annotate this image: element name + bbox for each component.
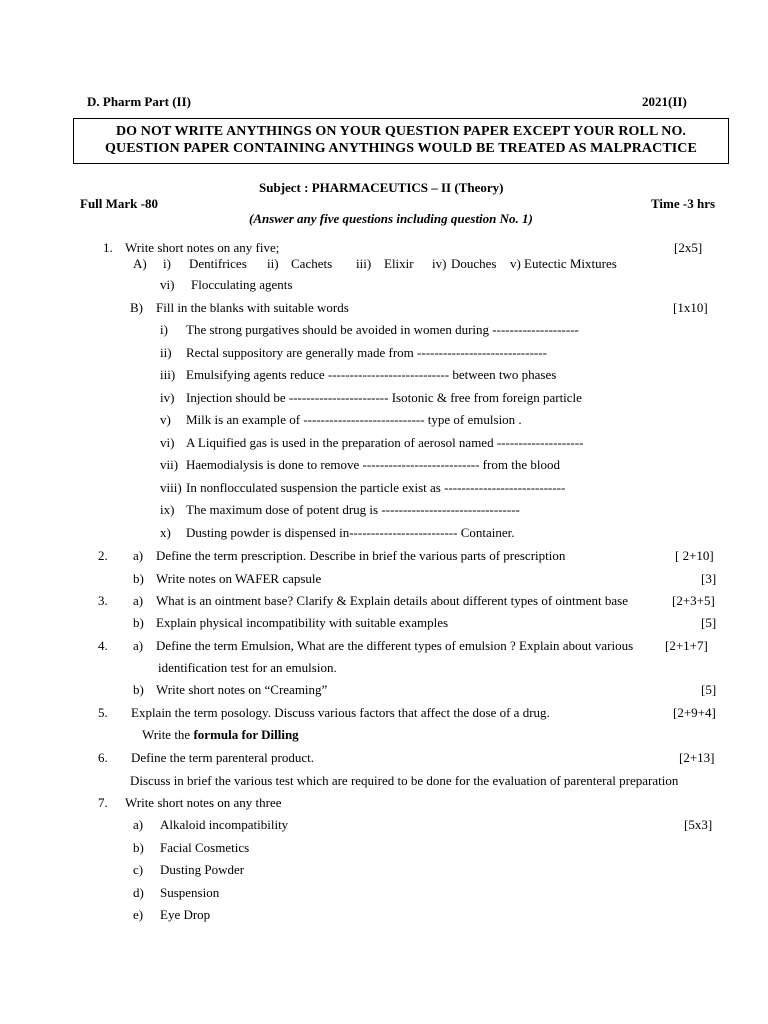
q5-formula: formula for Dilling xyxy=(193,727,299,742)
course-title: D. Pharm Part (II) xyxy=(87,94,191,109)
q2-a-label: a) xyxy=(133,548,144,563)
q1-a-item: Elixir xyxy=(384,256,414,271)
q1-marks: [2x5] xyxy=(674,240,703,255)
q7-item: Eye Drop xyxy=(160,907,211,922)
q7-item-label: c) xyxy=(133,862,144,877)
q5-write-the: Write the xyxy=(142,727,194,742)
q1-b-label: B) xyxy=(130,300,143,315)
blank-text: Emulsifying agents reduce ---------------------------- between two phases xyxy=(186,367,557,382)
q1-b-text: Fill in the blanks with suitable words xyxy=(156,300,349,315)
q1-a-item-num: ii) xyxy=(267,256,279,271)
q4-b-marks: [5] xyxy=(701,682,717,697)
q2-number: 2. xyxy=(98,548,108,563)
q6-number: 6. xyxy=(98,750,108,765)
q2-b-marks: [3] xyxy=(701,571,717,586)
q2-a-marks: [ 2+10] xyxy=(675,548,714,563)
blank-text: Milk is an example of ---------------------------- type of emulsion . xyxy=(186,412,522,427)
blank-num: x) xyxy=(160,525,171,540)
q2-b-text: Write notes on WAFER capsule xyxy=(156,571,322,586)
q6-text-cont: Discuss in brief the various test which are required to be done for the evaluation of parenteral preparation xyxy=(130,773,679,788)
warning-line-2: QUESTION PAPER CONTAINING ANYTHINGS WOULD BE TREATED AS MALPRACTICE xyxy=(105,141,697,156)
q4-b-text: Write short notes on “Creaming” xyxy=(156,682,328,697)
q3-a-label: a) xyxy=(133,593,144,608)
q4-a-text-cont: identification test for an emulsion. xyxy=(158,660,337,675)
q1-b-marks: [1x10] xyxy=(673,300,708,315)
q4-a-label: a) xyxy=(133,638,144,653)
q1-a-item: Cachets xyxy=(291,256,333,271)
q4-b-label: b) xyxy=(133,682,144,697)
q3-a-text: What is an ointment base? Clarify & Explain details about different types of ointment base xyxy=(156,593,628,608)
q1-a-item: Douches xyxy=(451,256,497,271)
q5-text: Explain the term posology. Discuss various factors that affect the dose of a drug. xyxy=(131,705,550,720)
blank-num: iii) xyxy=(160,367,176,382)
instruction: (Answer any five questions including question No. 1) xyxy=(249,211,533,226)
q1-a-item-num: i) xyxy=(163,256,171,271)
full-mark: Full Mark -80 xyxy=(80,196,158,211)
blank-text: Dusting powder is dispensed in------------------------- Container. xyxy=(186,525,515,540)
blank-num: vi) xyxy=(160,435,175,450)
blank-num: v) xyxy=(160,412,171,427)
blank-text: Haemodialysis is done to remove --------------------------- from the blood xyxy=(186,457,560,472)
q7-item-label: e) xyxy=(133,907,144,922)
q7-number: 7. xyxy=(98,795,108,810)
q3-a-marks: [2+3+5] xyxy=(672,593,715,608)
q7-item-label: d) xyxy=(133,885,144,900)
q3-number: 3. xyxy=(98,593,108,608)
exam-year: 2021(II) xyxy=(642,94,687,109)
blank-num: viii) xyxy=(160,480,182,495)
q3-b-marks: [5] xyxy=(701,615,717,630)
q1-a-label: A) xyxy=(133,256,147,271)
q1-number: 1. xyxy=(103,240,113,255)
q7-item: Facial Cosmetics xyxy=(160,840,250,855)
q7-item: Dusting Powder xyxy=(160,862,245,877)
time-allowed: Time -3 hrs xyxy=(651,196,716,211)
blank-text: The maximum dose of potent drug is -------------------------------- xyxy=(186,502,520,517)
q1-a-item-num: iii) xyxy=(356,256,372,271)
blank-text: Injection should be ----------------------- Isotonic & free from foreign particle xyxy=(186,390,582,405)
blank-num: vii) xyxy=(160,457,179,472)
q3-b-label: b) xyxy=(133,615,144,630)
q4-number: 4. xyxy=(98,638,108,653)
warning-line-1: DO NOT WRITE ANYTHINGS ON YOUR QUESTION PAPER EXCEPT YOUR ROLL NO. xyxy=(115,124,687,139)
q4-a-text: Define the term Emulsion, What are the different types of emulsion ? Explain about various xyxy=(156,638,634,653)
q5-formula-line xyxy=(142,727,299,743)
warning-box xyxy=(73,118,729,164)
q7-marks: [5x3] xyxy=(684,817,713,832)
blank-num: ix) xyxy=(160,502,175,517)
q1-a-item-num: vi) xyxy=(160,277,175,292)
q7-item: Suspension xyxy=(160,885,220,900)
q1-a-item-num: iv) xyxy=(432,256,447,271)
q6-marks: [2+13] xyxy=(679,750,715,765)
q7-text: Write short notes on any three xyxy=(125,795,282,810)
blank-num: ii) xyxy=(160,345,172,360)
q5-marks: [2+9+4] xyxy=(673,705,716,720)
blank-text: Rectal suppository are generally made from ------------------------------ xyxy=(186,345,547,360)
q2-b-label: b) xyxy=(133,571,144,586)
blank-text: A Liquified gas is used in the preparation of aerosol named -------------------- xyxy=(186,435,584,450)
q6-text: Define the term parenteral product. xyxy=(131,750,314,765)
blank-text: In nonflocculated suspension the particle exist as ---------------------------- xyxy=(186,480,566,495)
q1-a-item: Dentifrices xyxy=(189,256,247,271)
blank-num: i) xyxy=(160,322,168,337)
q1-text: Write short notes on any five; xyxy=(125,240,280,255)
q5-number: 5. xyxy=(98,705,108,720)
q7-item-label: b) xyxy=(133,840,144,855)
blank-num: iv) xyxy=(160,390,175,405)
q2-a-text: Define the term prescription. Describe in brief the various parts of prescription xyxy=(156,548,566,563)
q3-b-text: Explain physical incompatibility with suitable examples xyxy=(156,615,449,630)
q1-a-item: Eutectic Mixtures xyxy=(524,256,617,271)
q1-a-item: Flocculating agents xyxy=(191,277,293,292)
q7-item: Alkaloid incompatibility xyxy=(160,817,289,832)
q4-a-marks: [2+1+7] xyxy=(665,638,708,653)
blank-text: The strong purgatives should be avoided in women during -------------------- xyxy=(186,322,579,337)
subject-title: Subject : PHARMACEUTICS – II (Theory) xyxy=(259,180,504,195)
q7-item-label: a) xyxy=(133,817,144,832)
q1-a-item-num: v) xyxy=(510,256,521,271)
